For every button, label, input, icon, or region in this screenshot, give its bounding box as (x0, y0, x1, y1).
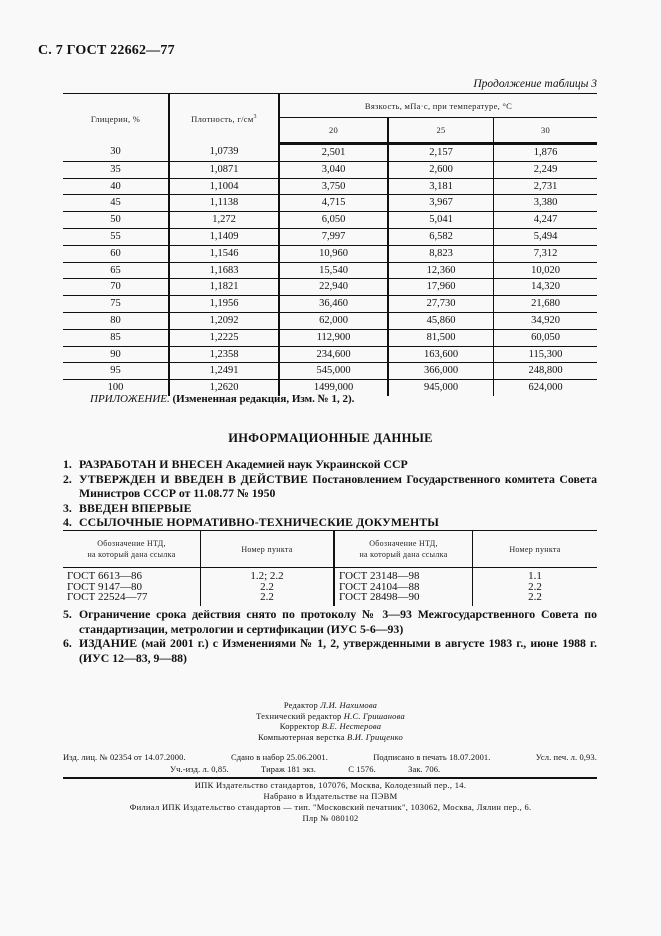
publisher-line: Филиал ИПК Издательство стандартов — тип. "Московский печатник", 103062, Москва, Лялин пер., 6. (129, 802, 532, 812)
table-row (63, 329, 597, 346)
page-header: С. 7 ГОСТ 22662—77 (38, 43, 175, 58)
cell-v20: 545,000 (279, 363, 388, 380)
cell-v25: 27,730 (388, 296, 494, 313)
cell-glycerin: 40 (110, 180, 121, 192)
cell-v20: 112,900 (279, 329, 388, 346)
table-row (63, 279, 597, 296)
cell-v20: 2,501 (279, 144, 388, 162)
table-row (63, 228, 597, 245)
cell-glycerin: 55 (110, 230, 121, 242)
cell-density: 1,1004 (169, 178, 279, 195)
cell-v20: 62,000 (279, 312, 388, 329)
cell-density: 1,0739 (169, 144, 279, 162)
cell-glycerin: 45 (110, 197, 121, 209)
cell-density: 1,1956 (169, 296, 279, 313)
cell-v30: 3,380 (494, 195, 598, 212)
info-list (63, 457, 597, 530)
cell-glycerin: 35 (110, 163, 121, 175)
cell-density: 1,2092 (169, 312, 279, 329)
cell-density: 1,1409 (169, 228, 279, 245)
cell-v20: 22,940 (279, 279, 388, 296)
cell-density: 1,2620 (169, 380, 279, 396)
cell-v25: 2,600 (388, 161, 494, 178)
table-row (63, 245, 597, 262)
ref-header-point-a: Номер пункта (201, 531, 335, 568)
cell-density: 1,2491 (169, 363, 279, 380)
cell-v30: 7,312 (494, 245, 598, 262)
ref-row: ГОСТ 22524—77 2.2 ГОСТ 28498—90 2.2 (63, 592, 597, 606)
ref-header-point-b: Номер пункта (473, 531, 598, 568)
cell-density: 1,1683 (169, 262, 279, 279)
imprint-license: Изд. лиц. № 02354 от 14.07.2000. (63, 752, 186, 762)
ref-row: ГОСТ 9147—80 2.2 ГОСТ 24104—88 2.2 (63, 582, 597, 593)
ref-header-doc-a: Обозначение НТД, на который дана ссылка (63, 531, 201, 568)
col-header-t20: 20 (279, 118, 388, 144)
table-caption: Продолжение таблицы 3 (473, 78, 597, 90)
col-header-density: Плотность, $г/см^3$ (169, 94, 279, 144)
info-item-1: 1. РАЗРАБОТАН И ВНЕСЕН Академией наук Украинской ССР (63, 457, 408, 471)
cell-density: 1,0871 (169, 161, 279, 178)
glycerin-viscosity-table (63, 93, 597, 396)
cell-v20: 10,960 (279, 245, 388, 262)
table-row (63, 346, 597, 363)
imprint-order: Зак. 706. (408, 764, 441, 774)
credit-editor: Редактор Л.И. Нахимова (283, 700, 378, 710)
cell-glycerin: 50 (110, 214, 121, 226)
info-item-2: 2. УТВЕРЖДЕН И ВВЕДЕН В ДЕЙСТВИЕ Постановлением Государственного комитета Совета Министров СССР от 11.08.77 № 1950 (63, 471, 597, 501)
table-row (63, 262, 597, 279)
cell-v30: 5,494 (494, 228, 598, 245)
ref-header-doc-b: Обозначение НТД, на который дана ссылка (334, 531, 473, 568)
table-row (63, 363, 597, 380)
cell-v30: 10,020 (494, 262, 598, 279)
publisher-info (0, 780, 661, 824)
cell-v20: 36,460 (279, 296, 388, 313)
cell-density: 1,1821 (169, 279, 279, 296)
cell-v25: 45,860 (388, 312, 494, 329)
cell-v30: 248,800 (494, 363, 598, 380)
cell-v20: 7,997 (279, 228, 388, 245)
cell-v25: 2,157 (388, 144, 494, 162)
cell-v30: 2,731 (494, 178, 598, 195)
info-item-4: 4. ССЫЛОЧНЫЕ НОРМАТИВНО-ТЕХНИЧЕСКИЕ ДОКУМЕНТЫ (63, 515, 439, 530)
cell-glycerin: 70 (110, 281, 121, 293)
ref-row: ГОСТ 6613—86 1.2; 2.2 ГОСТ 23148—98 1.1 (63, 568, 597, 582)
cell-glycerin: 80 (110, 314, 121, 326)
table-row (63, 312, 597, 329)
imprint-submitted: Сдано в набор 25.06.2001. (230, 752, 328, 762)
imprint-line-2 (170, 764, 470, 774)
cell-glycerin: 65 (110, 264, 121, 276)
cell-v25: 945,000 (388, 380, 494, 396)
cell-v20: 4,715 (279, 195, 388, 212)
cell-density: 1,1138 (169, 195, 279, 212)
col-header-viscosity: Вязкость, мПа·с, при температуре, °С (279, 94, 597, 118)
credit-proofreader: Корректор В.Е. Нестерова (279, 721, 382, 731)
cell-v25: 81,500 (388, 329, 494, 346)
credit-layout: Компьютерная верстка В.И. Грищенко (258, 731, 403, 742)
cell-v25: 6,582 (388, 228, 494, 245)
info-item-5: 5. Ограничение срока действия снято по протоколу № 3—93 Межгосударственного Совета по стандартизации, метрологии и сертификации (ИУС 5-6—93) (63, 607, 597, 636)
appendix-note (90, 393, 354, 405)
cell-v20: 1499,000 (279, 380, 388, 396)
cell-v25: 163,600 (388, 346, 494, 363)
col-header-t25: 25 (388, 118, 494, 144)
imprint-circulation: Тираж 181 экз. (261, 764, 316, 774)
cell-density: 1,2225 (169, 329, 279, 346)
cell-glycerin: 85 (110, 331, 121, 343)
imprint-line-1 (63, 752, 597, 762)
cell-glycerin: 60 (110, 247, 121, 259)
imprint-signed: Подписано в печать 18.07.2001. (373, 752, 491, 762)
info-item-6: 6. ИЗДАНИЕ (май 2001 г.) с Изменениями № 1, 2, утвержденными в августе 1983 г., июне 1988 г. (ИУС 12—83, 9—88) (63, 636, 597, 665)
table-row (63, 212, 597, 229)
info-section-title: ИНФОРМАЦИОННЫЕ ДАННЫЕ (228, 431, 433, 445)
horizontal-rule (63, 777, 597, 779)
cell-v25: 3,181 (388, 178, 494, 195)
imprint-print-sheets: Усл. печ. л. 0,93. (535, 752, 597, 762)
cell-v20: 6,050 (279, 212, 388, 229)
cell-v30: 21,680 (494, 296, 598, 313)
table-row (63, 195, 597, 212)
table-row (63, 178, 597, 195)
cell-v25: 12,360 (388, 262, 494, 279)
publisher-line: Набрано в Издательстве на ПЭВМ (263, 791, 398, 801)
appendix-label: ПРИЛОЖЕНИЕ. (90, 393, 170, 405)
credit-tech-editor: Технический редактор Н.С. Гришанова (256, 710, 405, 721)
cell-v30: 115,300 (494, 346, 598, 363)
cell-density: 1,272 (169, 212, 279, 229)
cell-v25: 3,967 (388, 195, 494, 212)
cell-v20: 234,600 (279, 346, 388, 363)
cell-glycerin: 90 (110, 348, 121, 360)
cell-glycerin: 30 (110, 146, 121, 158)
cell-v30: 34,920 (494, 312, 598, 329)
imprint-pub-sheets: Уч.-изд. л. 0,85. (170, 764, 229, 774)
cell-v30: 14,320 (494, 279, 598, 296)
reference-documents-table (63, 530, 597, 606)
cell-density: 1,2358 (169, 346, 279, 363)
cell-v25: 5,041 (388, 212, 494, 229)
cell-v20: 3,040 (279, 161, 388, 178)
table-row (63, 161, 597, 178)
table-row (63, 296, 597, 313)
cell-v30: 2,249 (494, 161, 598, 178)
editorial-credits (0, 700, 661, 742)
publisher-line: ИПК Издательство стандартов, 107076, Москва, Колодезный пер., 14. (194, 780, 467, 790)
cell-v30: 60,050 (494, 329, 598, 346)
cell-v30: 4,247 (494, 212, 598, 229)
cell-glycerin: 100 (107, 382, 124, 394)
col-header-glycerin: Глицерин, % (90, 113, 141, 124)
cell-density: 1,1546 (169, 245, 279, 262)
table-row (63, 144, 597, 162)
cell-glycerin: 95 (110, 365, 121, 377)
col-header-t30: 30 (494, 118, 598, 144)
publisher-line: Плр № 080102 (302, 813, 359, 823)
info-list-continued (63, 607, 597, 665)
cell-v25: 366,000 (388, 363, 494, 380)
cell-v20: 3,750 (279, 178, 388, 195)
cell-v25: 17,960 (388, 279, 494, 296)
cell-glycerin: 75 (110, 298, 121, 310)
cell-v30: 1,876 (494, 144, 598, 162)
info-item-3: 3. ВВЕДЕН ВПЕРВЫЕ (63, 500, 192, 515)
cell-v25: 8,823 (388, 245, 494, 262)
imprint-c-number: С 1576. (348, 764, 376, 774)
cell-v20: 15,540 (279, 262, 388, 279)
appendix-text: (Измененная редакция, Изм. № 1, 2). (169, 393, 355, 405)
cell-v30: 624,000 (494, 380, 598, 396)
